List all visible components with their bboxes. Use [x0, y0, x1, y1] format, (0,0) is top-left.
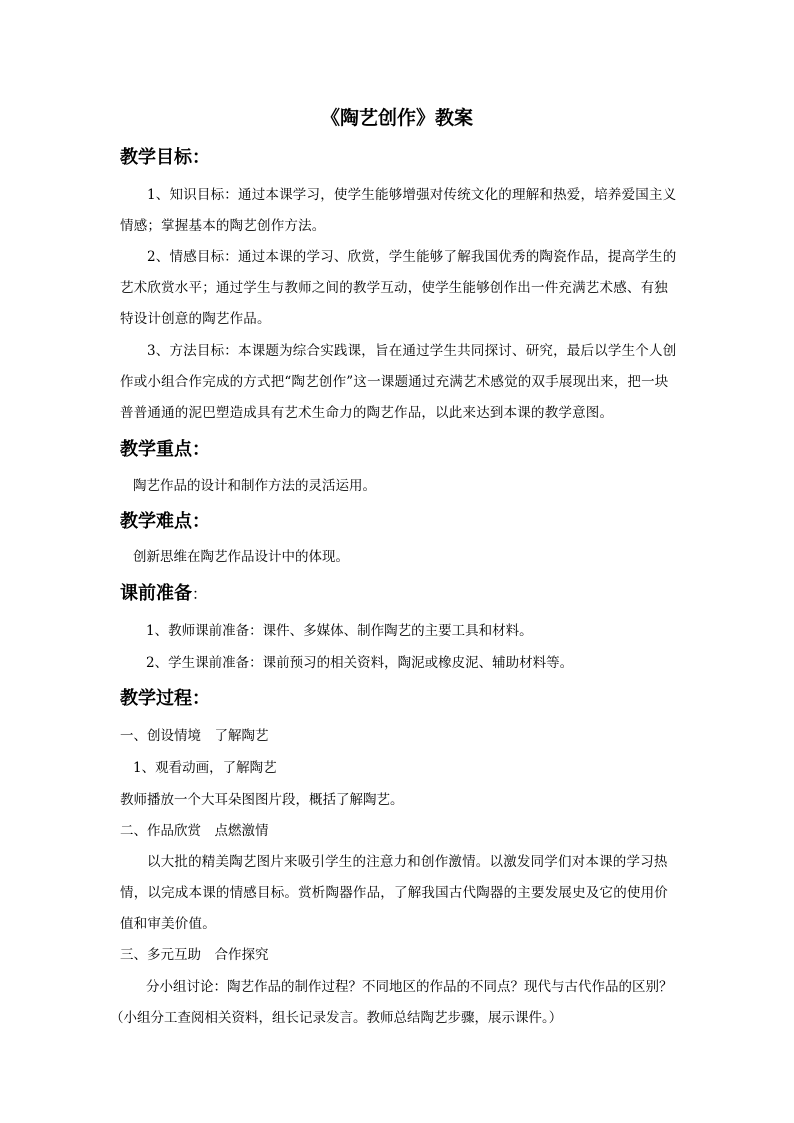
section-1-title: 一、创设情境 了解陶艺 — [120, 728, 269, 744]
heading-preparation-colon: ： — [192, 585, 208, 603]
section-3-title: 三、多元互助 合作探究 — [120, 947, 269, 963]
section-3-line-2: （小组分工查阅相关资料，组长记录发言。教师总结陶艺步骤，展示课件。） — [110, 1010, 563, 1026]
objective-method: 3、方法目标：本课题为综合实践课，旨在通过学生共同探讨、研究，最后以学生个人创作或小组合作完成的方式把“陶艺创作”这一课题通过充满艺术感觉的双手展现出来，把一块普普通通的泥巴塑造成具有艺术生命力的陶艺作品，以此来达到本课的教学意图。 — [120, 343, 677, 421]
preparation-student: 2、学生课前准备：课前预习的相关资料，陶泥或橡皮泥、辅助材料等。 — [146, 655, 574, 671]
heading-objectives: 教学目标： — [120, 147, 210, 168]
section-1-sub: 1、观看动画，了解陶艺 — [133, 760, 277, 776]
preparation-teacher: 1、教师课前准备：课件、多媒体、制作陶艺的主要工具和材料。 — [146, 623, 533, 639]
section-3-line-1: 分小组讨论：陶艺作品的制作过程？不同地区的作品的不同点？现代与古代作品的区别？ — [146, 979, 673, 995]
document-title: 《陶艺创作》教案 — [320, 107, 473, 129]
key-points-text: 陶艺作品的设计和制作方法的灵活运用。 — [133, 478, 376, 494]
heading-key-points: 教学重点： — [120, 439, 210, 460]
heading-preparation-label: 课前准备 — [120, 583, 192, 604]
section-1-text: 教师播放一个大耳朵图图片段，概括了解陶艺。 — [120, 792, 404, 808]
objective-emotion: 2、情感目标：通过本课的学习、欣赏，学生能够了解我国优秀的陶瓷作品，提高学生的艺术欣赏水平；通过学生与教师之间的教学互动，使学生能够创作出一件充满艺术感、有独特设计创意的陶艺作品。 — [120, 249, 677, 327]
heading-process: 教学过程： — [120, 688, 210, 709]
objective-knowledge: 1、知识目标：通过本课学习，使学生能够增强对传统文化的理解和热爱，培养爱国主义情感；掌握基本的陶艺创作方法。 — [120, 187, 677, 234]
section-2-text: 以大批的精美陶艺图片来吸引学生的注意力和创作激情。以激发同学们对本课的学习热情，以完成本课的情感目标。赏析陶器作品，了解我国古代陶器的主要发展史及它的使用价值和审美价值。 — [120, 854, 668, 932]
heading-preparation — [120, 581, 207, 607]
difficulties-text: 创新思维在陶艺作品设计中的体现。 — [133, 549, 349, 565]
section-2-title: 二、作品欣赏 点燃激情 — [120, 823, 269, 839]
heading-difficulties: 教学难点： — [120, 511, 210, 532]
